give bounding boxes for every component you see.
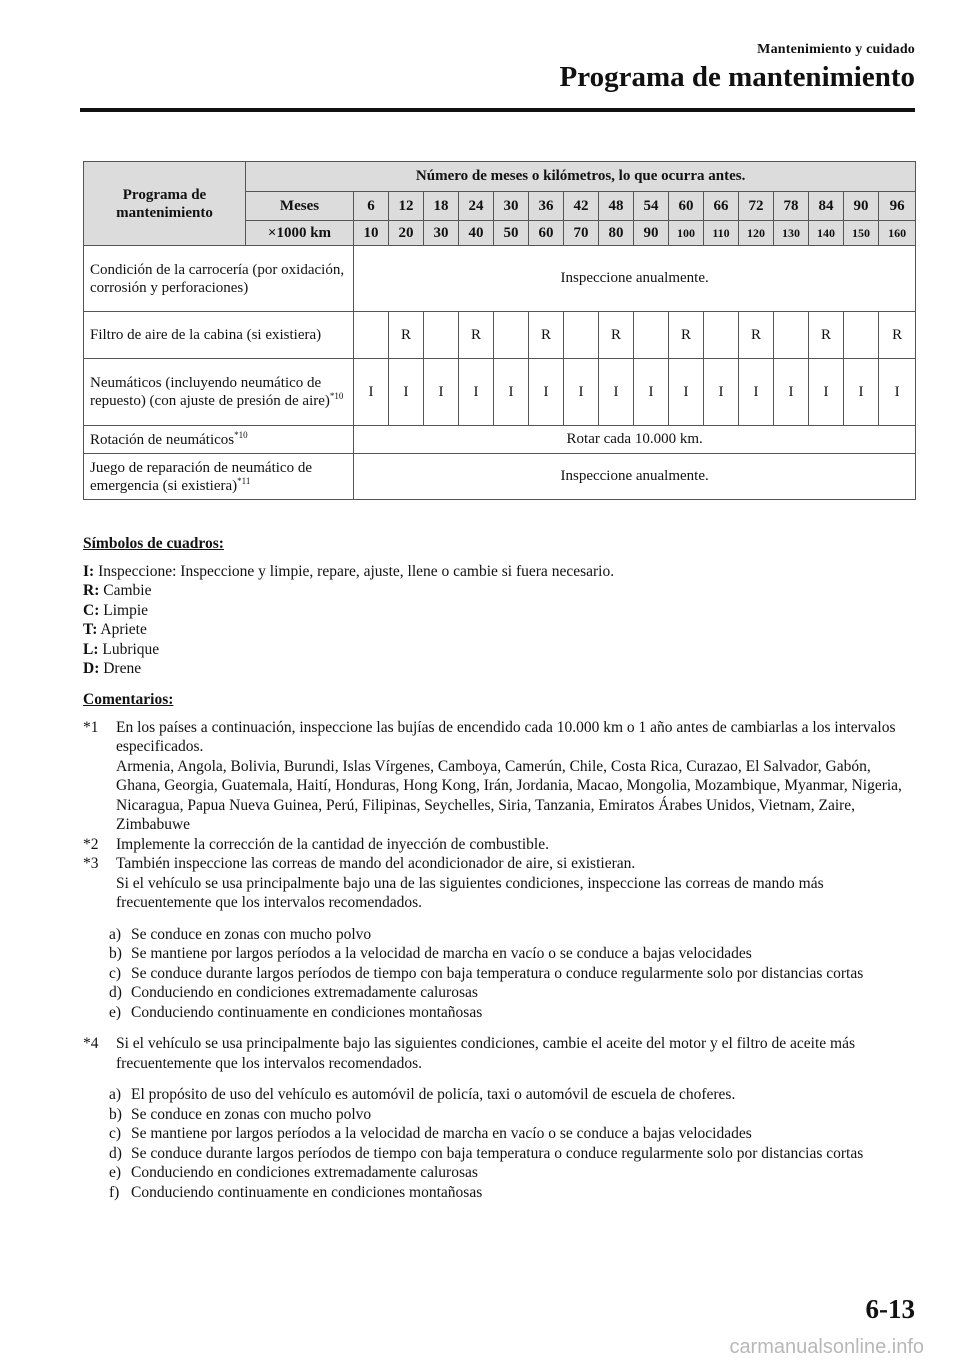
list-item-letter: a) [109, 925, 122, 943]
schedule-cell [494, 312, 529, 359]
list-item [83, 983, 915, 1003]
km-header-cell: 110 [704, 221, 739, 246]
month-header-cell: 18 [424, 192, 459, 221]
km-header-cell: 80 [599, 221, 634, 246]
symbol-item [83, 640, 915, 660]
list-item-text: Conduciendo continuamente en condiciones montañosas [131, 1003, 483, 1021]
row-label-note: *10 [234, 429, 248, 440]
row-label [84, 454, 354, 500]
schedule-cell: I [424, 359, 459, 426]
month-header-cell: 48 [599, 192, 634, 221]
list-item [83, 1085, 915, 1105]
schedule-cell: I [774, 359, 809, 426]
row-label [84, 426, 354, 454]
list-item [83, 1144, 915, 1164]
row-label-note: *11 [237, 475, 251, 486]
symbol-item [83, 581, 915, 601]
list-item [83, 1183, 915, 1203]
comment-4-text: Si el vehículo se usa principalmente bajo las siguientes condiciones, cambie el aceite del motor y el filtro de aceite más frecuentemente que los intervalos recomendados. [116, 1035, 856, 1072]
row-label-text: Condición de la carrocería (por oxidación, corrosión y perforaciones) [90, 261, 345, 296]
schedule-cell: I [529, 359, 564, 426]
km-header-cell: 70 [564, 221, 599, 246]
list-item-letter: b) [109, 1105, 122, 1123]
comment-4-list [83, 1085, 915, 1202]
table-row [84, 246, 916, 312]
schedule-cell: R [529, 312, 564, 359]
row-span-cell: Inspeccione anualmente. [354, 246, 916, 312]
month-header-cell: 90 [844, 192, 879, 221]
schedule-cell: I [634, 359, 669, 426]
month-header-cell: 24 [459, 192, 494, 221]
symbol-text: Limpie [103, 601, 149, 619]
km-header-cell: 30 [424, 221, 459, 246]
km-header-cell: 60 [529, 221, 564, 246]
table-span-header: Número de meses o kilómetros, lo que ocurra antes. [246, 162, 916, 192]
schedule-cell [564, 312, 599, 359]
symbol-text: Apriete [100, 621, 147, 638]
km-header-cell: 100 [669, 221, 704, 246]
month-header-cell: 96 [879, 192, 916, 221]
page-number: 6-13 [865, 1294, 915, 1324]
km-header-cell: 160 [879, 221, 916, 246]
row-span-cell: Inspeccione anualmente. [354, 454, 916, 500]
list-item-text: Se mantiene por largos períodos a la velocidad de marcha en vacío o se conduce a bajas velocidades [131, 945, 752, 962]
comment-2-text: Implemente la corrección de la cantidad de inyección de combustible. [116, 835, 549, 853]
list-item [83, 964, 915, 984]
comment-1 [83, 718, 915, 835]
month-header-cell: 72 [739, 192, 774, 221]
comment-3-text: También inspeccione las correas de mando del acondicionador de aire, si existieran. [116, 855, 636, 872]
schedule-cell: I [704, 359, 739, 426]
symbol-key: R: [83, 582, 100, 599]
list-item-text: Se conduce en zonas con mucho polvo [131, 925, 372, 943]
page-title: Programa de mantenimiento [559, 61, 915, 93]
schedule-cell [424, 312, 459, 359]
schedule-cell: R [739, 312, 774, 359]
list-item-text: El propósito de uso del vehículo es automóvil de policía, taxi o automóvil de escuela de choferes. [131, 1086, 736, 1103]
schedule-cell: I [459, 359, 494, 426]
month-header-cell: 30 [494, 192, 529, 221]
header-rule [80, 108, 915, 112]
list-item-letter: b) [109, 945, 122, 962]
schedule-cell [774, 312, 809, 359]
symbol-text: Inspeccione: Inspeccione y limpie, repare, ajuste, llene o cambie si fuera necesario. [98, 562, 615, 580]
km-header-cell: 40 [459, 221, 494, 246]
list-item [83, 1003, 915, 1023]
schedule-cell: I [879, 359, 916, 426]
list-item [83, 1105, 915, 1125]
list-item-letter: c) [109, 1125, 122, 1142]
row-label [84, 246, 354, 312]
symbol-item [83, 601, 915, 621]
comment-2-number: *2 [83, 835, 99, 853]
row-label-text: Juego de reparación de neumático de emergencia (si existiera) [90, 459, 312, 494]
row-label [84, 359, 354, 426]
comment-4-number: *4 [83, 1035, 99, 1052]
list-item-letter: d) [109, 1144, 122, 1162]
symbol-item [83, 620, 915, 640]
list-item-text: Se conduce en zonas con mucho polvo [131, 1105, 372, 1123]
comment-3-text-2: Si el vehículo se usa principalmente bajo una de las siguientes condiciones, inspeccione las correas de mando más frecuentemente que los intervalos recomendados. [116, 874, 824, 911]
km-header-cell: 140 [809, 221, 844, 246]
schedule-cell: R [459, 312, 494, 359]
month-header-cell: 60 [669, 192, 704, 221]
list-item-letter: e) [109, 1003, 122, 1021]
row-label-text: Neumáticos (incluyendo neumático de repuesto) (con ajuste de presión de aire) [90, 375, 330, 409]
km-header-cell: 10 [354, 221, 389, 246]
list-item-letter: e) [109, 1164, 122, 1181]
km-header-cell: 50 [494, 221, 529, 246]
comment-3-number: *3 [83, 855, 99, 872]
table-corner-header: Programa de mantenimiento [84, 162, 246, 246]
table-row [84, 426, 916, 454]
row-label-text: Filtro de aire de la cabina (si existiera) [90, 327, 322, 343]
list-item-letter: d) [109, 984, 122, 1001]
comment-2 [83, 835, 915, 855]
maintenance-table [83, 161, 916, 500]
list-item-text: Se conduce durante largos períodos de tiempo con baja temperatura o conduce regularmente solo por distancias cortas [131, 1144, 864, 1162]
comment-1-number: *1 [83, 718, 99, 736]
symbol-key: L: [83, 640, 99, 658]
list-item-text: Conduciendo en condiciones extremadamente calurosas [131, 984, 478, 1001]
watermark: carmanualsonline.info [729, 1336, 924, 1358]
list-item-text: Se mantiene por largos períodos a la velocidad de marcha en vacío o se conduce a bajas velocidades [131, 1125, 752, 1142]
comments-section [83, 690, 915, 1202]
section-label: Mantenimiento y cuidado [757, 42, 915, 57]
schedule-cell: I [669, 359, 704, 426]
schedule-cell [844, 312, 879, 359]
comment-1-text: En los países a continuación, inspeccione las bujías de encendido cada 10.000 km o 1 año antes de cambiarlas a los intervalos especificados. [116, 718, 896, 755]
symbols-list [83, 562, 915, 679]
schedule-cell [354, 312, 389, 359]
km-header-cell: 120 [739, 221, 774, 246]
schedule-cell: I [354, 359, 389, 426]
table-body [84, 162, 916, 500]
comments-heading: Comentarios: [83, 691, 174, 708]
table-row [84, 454, 916, 500]
table-row [84, 312, 916, 359]
schedule-cell: I [564, 359, 599, 426]
month-header-cell: 66 [704, 192, 739, 221]
month-header-cell: 42 [564, 192, 599, 221]
schedule-cell: R [879, 312, 916, 359]
page-header [80, 42, 915, 94]
schedule-cell: R [669, 312, 704, 359]
symbol-text: Cambie [103, 582, 152, 599]
list-item-text: Se conduce durante largos períodos de tiempo con baja temperatura o conduce regularmente solo por distancias cortas [131, 964, 864, 982]
month-header-cell: 12 [389, 192, 424, 221]
comment-4 [83, 1034, 915, 1073]
table-row [84, 359, 916, 426]
schedule-cell: I [494, 359, 529, 426]
month-header-cell: 78 [774, 192, 809, 221]
list-item [83, 925, 915, 945]
row-label-note: *10 [329, 391, 344, 401]
schedule-cell: I [389, 359, 424, 426]
symbol-text: Lubrique [102, 640, 160, 658]
symbol-item [83, 562, 915, 582]
comment-3-list [83, 925, 915, 1023]
list-item [83, 1124, 915, 1144]
month-header-cell: 54 [634, 192, 669, 221]
row-label [84, 312, 354, 359]
comment-1-countries: Armenia, Angola, Bolivia, Burundi, Islas Vírgenes, Camboya, Camerún, Chile, Costa Rica, Curazao, El Salvador, Gabón, Ghana, Georgia, Guatemala, Haití, Honduras, Hong Kong, Irán, Jordania, Macao, Mongolia, Mozambique, Myanmar, Nigeria, Nicaragua, Papua Nueva Guinea, Perú, Filipinas, Seychelles, Siria, Tanzania, Emiratos Árabes Unidos, Vietnam, Zaire, Zimbabuwe [116, 757, 902, 833]
schedule-cell: R [809, 312, 844, 359]
list-item-letter: f) [109, 1183, 120, 1201]
symbol-text: Drene [103, 660, 142, 677]
schedule-cell [634, 312, 669, 359]
months-label: Meses [246, 192, 354, 221]
km-header-cell: 150 [844, 221, 879, 246]
km-label: ×1000 km [246, 221, 354, 246]
symbol-key: C: [83, 601, 100, 619]
symbol-item [83, 659, 915, 679]
symbols-section [83, 534, 915, 679]
month-header-cell: 36 [529, 192, 564, 221]
schedule-cell: R [389, 312, 424, 359]
list-item [83, 944, 915, 964]
km-header-cell: 20 [389, 221, 424, 246]
symbol-key: I: [83, 562, 95, 580]
symbol-key: D: [83, 660, 100, 677]
schedule-cell: I [809, 359, 844, 426]
list-item [83, 1163, 915, 1183]
row-span-cell: Rotar cada 10.000 km. [354, 426, 916, 454]
km-header-cell: 130 [774, 221, 809, 246]
list-item-letter: c) [109, 964, 122, 982]
month-header-cell: 6 [354, 192, 389, 221]
list-item-text: Conduciendo continuamente en condiciones montañosas [131, 1183, 483, 1201]
schedule-cell [704, 312, 739, 359]
schedule-cell: R [599, 312, 634, 359]
list-item-text: Conduciendo en condiciones extremadamente calurosas [131, 1164, 478, 1181]
month-header-cell: 84 [809, 192, 844, 221]
symbols-heading: Símbolos de cuadros: [83, 535, 224, 552]
symbol-key: T: [83, 621, 98, 638]
list-item-letter: a) [109, 1086, 122, 1103]
comment-3 [83, 854, 915, 913]
schedule-cell: I [844, 359, 879, 426]
row-label-text: Rotación de neumáticos [90, 431, 235, 448]
schedule-cell: I [599, 359, 634, 426]
km-header-cell: 90 [634, 221, 669, 246]
schedule-cell: I [739, 359, 774, 426]
